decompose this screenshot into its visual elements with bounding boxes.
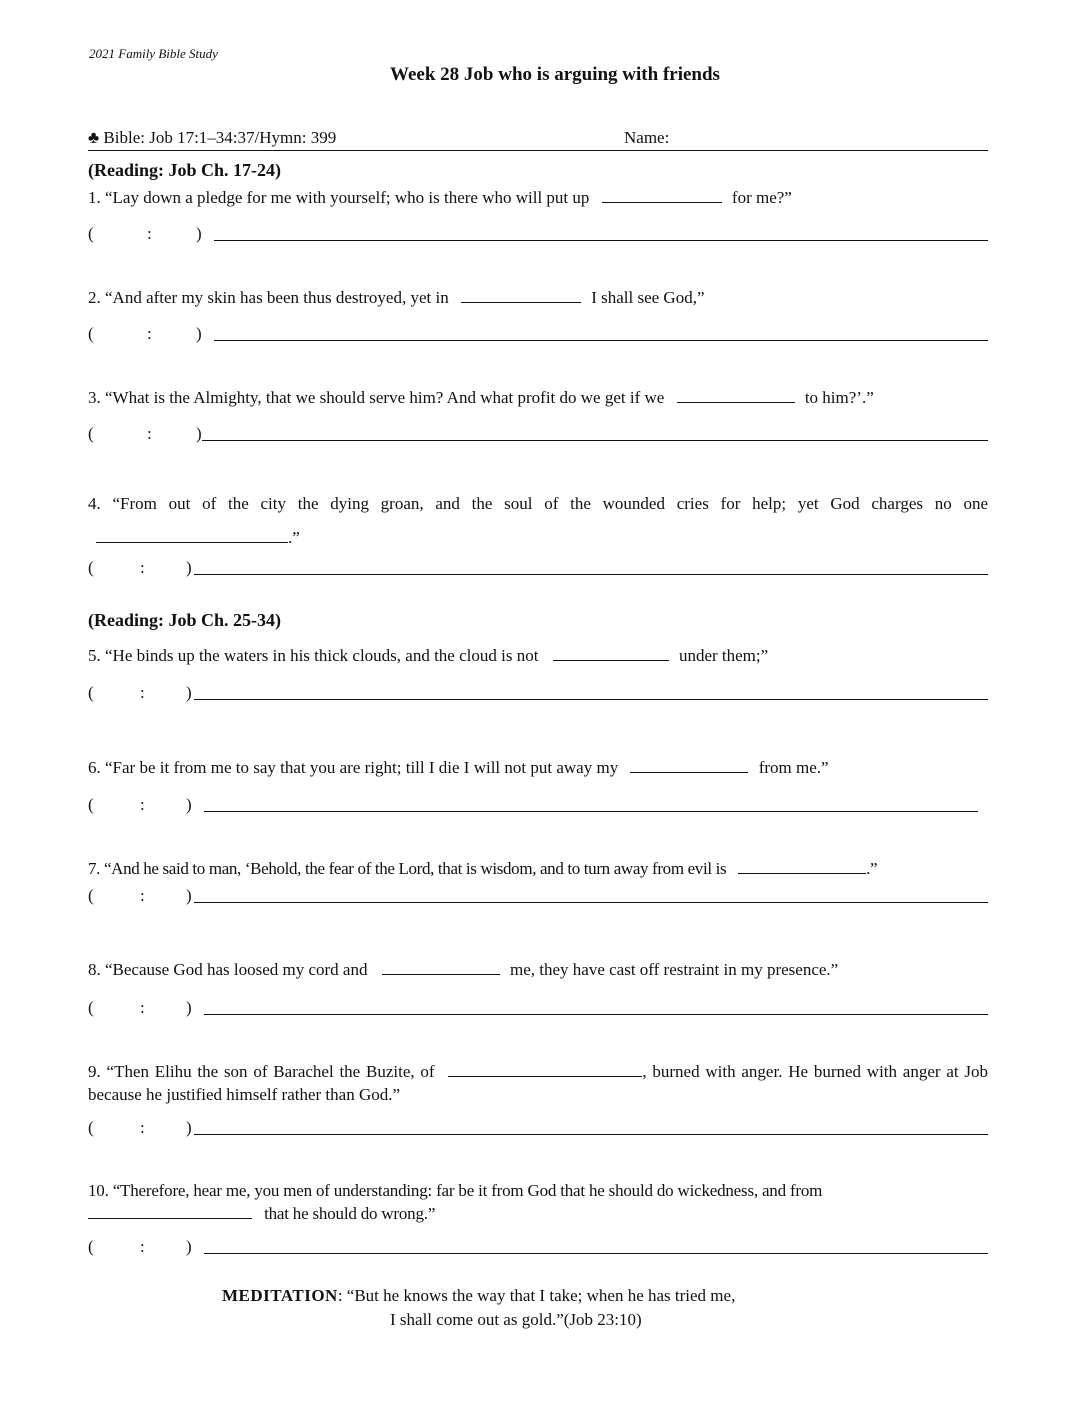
ref-colon: :: [147, 424, 152, 443]
question-2-text: 2. “And after my skin has been thus destroyed, yet in: [88, 288, 449, 307]
ref-colon: :: [140, 1237, 145, 1256]
question-5-text-end: under them;”: [678, 646, 769, 665]
bible-line: [88, 128, 988, 151]
ref-colon: :: [140, 795, 145, 814]
ref-close: ): [196, 324, 202, 343]
question-4-blank[interactable]: [96, 528, 288, 543]
question-8-text: 8. “Because God has loosed my cord and: [88, 960, 368, 979]
question-3-reference[interactable]: [88, 424, 988, 446]
question-7-blank[interactable]: [738, 859, 866, 874]
ref-colon: :: [140, 886, 145, 905]
question-10-answer-line[interactable]: [204, 1253, 988, 1254]
meditation: [222, 1284, 735, 1332]
header-note: 2021 Family Bible Study: [89, 46, 218, 61]
question-2: [88, 287, 988, 309]
question-3: [88, 387, 988, 409]
question-6-text-end: from me.”: [758, 758, 829, 777]
question-4-text: 4. “From out of the city the dying groan, and the soul of the wounded cries for help; yet God charges no one: [88, 494, 988, 513]
question-7-text: 7. “And he said to man, ‘Behold, the fear of the Lord, that is wisdom, and to turn away from evil is: [88, 859, 727, 878]
ref-open: (: [88, 1237, 94, 1256]
ref-open: (: [88, 424, 94, 443]
meditation-text-2: I shall come out as gold.”(Job 23:10): [390, 1310, 642, 1329]
question-4: [88, 487, 988, 555]
question-3-text-end: to him?’.”: [804, 388, 874, 407]
question-8-answer-line[interactable]: [204, 1014, 988, 1015]
question-3-blank[interactable]: [677, 388, 795, 403]
question-9: [88, 1060, 988, 1106]
section-heading-2: (Reading: Job Ch. 25-34): [88, 610, 282, 630]
question-6-answer-line[interactable]: [204, 811, 978, 812]
ref-open: (: [88, 558, 94, 577]
question-2-reference[interactable]: [88, 324, 988, 346]
question-10-text: 10. “Therefore, hear me, you men of understanding: far be it from God that he should do wickedness, and from: [88, 1181, 823, 1200]
question-8-blank[interactable]: [382, 960, 500, 975]
ref-close: ): [186, 795, 192, 814]
question-1-text: 1. “Lay down a pledge for me with yourself; who is there who will put up: [88, 188, 590, 207]
question-9-blank[interactable]: [448, 1062, 642, 1077]
question-1-reference[interactable]: [88, 224, 988, 246]
ref-open: (: [88, 1118, 94, 1137]
question-5-reference[interactable]: [88, 683, 988, 705]
question-3-text: 3. “What is the Almighty, that we should serve him? And what profit do we get if we: [88, 388, 665, 407]
question-7-text-end: .”: [866, 859, 878, 878]
ref-open: (: [88, 683, 94, 702]
question-7-answer-line[interactable]: [194, 902, 988, 903]
question-1: [88, 187, 988, 209]
ref-open: (: [88, 224, 94, 243]
question-5-text: 5. “He binds up the waters in his thick clouds, and the cloud is not: [88, 646, 539, 665]
question-1-text-end: for me?”: [731, 188, 792, 207]
ref-close: ): [186, 683, 192, 702]
ref-open: (: [88, 998, 94, 1017]
question-1-blank[interactable]: [602, 188, 722, 203]
question-5: [88, 645, 988, 667]
page-title: Week 28 Job who is arguing with friends: [390, 64, 720, 85]
ref-colon: :: [140, 998, 145, 1017]
question-4-answer-line[interactable]: [194, 574, 988, 575]
ref-close: ): [186, 558, 192, 577]
ref-colon: :: [140, 683, 145, 702]
question-3-answer-line[interactable]: [202, 440, 988, 441]
question-2-blank[interactable]: [461, 288, 581, 303]
question-9-text-end: , burned with anger. He burned with anger at Job because he justified himself rather than God.”: [88, 1062, 989, 1104]
ref-colon: :: [140, 1118, 145, 1137]
ref-close: ): [186, 1118, 192, 1137]
section-heading-1: (Reading: Job Ch. 17-24): [88, 160, 282, 180]
question-9-answer-line[interactable]: [194, 1134, 988, 1135]
question-4-text-end: .”: [288, 528, 300, 547]
question-7: [88, 858, 988, 880]
question-5-blank[interactable]: [553, 646, 669, 661]
ref-close: ): [186, 998, 192, 1017]
name-label: Name:: [624, 128, 670, 147]
ref-close: ): [186, 1237, 192, 1256]
question-7-reference[interactable]: [88, 886, 988, 908]
ref-open: (: [88, 795, 94, 814]
ref-open: (: [88, 886, 94, 905]
ref-close: ): [196, 224, 202, 243]
ref-close: ): [196, 424, 202, 443]
ref-close: ): [186, 886, 192, 905]
question-2-answer-line[interactable]: [214, 340, 988, 341]
question-8-reference[interactable]: [88, 998, 988, 1020]
question-5-answer-line[interactable]: [194, 699, 988, 700]
question-9-text: 9. “Then Elihu the son of Barachel the Buzite, of: [88, 1062, 435, 1081]
question-9-reference[interactable]: [88, 1118, 988, 1140]
ref-open: (: [88, 324, 94, 343]
ref-colon: :: [147, 324, 152, 343]
question-6-reference[interactable]: [88, 795, 988, 817]
question-10-reference[interactable]: [88, 1237, 988, 1259]
question-8: [88, 959, 988, 981]
question-10-text-end: that he should do wrong.”: [264, 1204, 436, 1223]
question-1-answer-line[interactable]: [214, 240, 988, 241]
ref-colon: :: [147, 224, 152, 243]
ref-colon: :: [140, 558, 145, 577]
question-6: [88, 757, 988, 779]
bible-reference: ♣ Bible: Job 17:1–34:37/Hymn: 399: [88, 128, 337, 147]
question-6-blank[interactable]: [630, 758, 748, 773]
question-8-text-end: me, they have cast off restraint in my presence.”: [509, 960, 839, 979]
question-10: [88, 1179, 988, 1225]
question-6-text: 6. “Far be it from me to say that you are right; till I die I will not put away my: [88, 758, 619, 777]
question-2-text-end: I shall see God,”: [591, 288, 705, 307]
meditation-text-1: : “But he knows the way that I take; when he has tried me,: [337, 1286, 736, 1305]
question-10-blank[interactable]: [88, 1204, 252, 1219]
meditation-label: MEDITATION: [222, 1286, 338, 1305]
question-4-reference[interactable]: [88, 558, 988, 580]
